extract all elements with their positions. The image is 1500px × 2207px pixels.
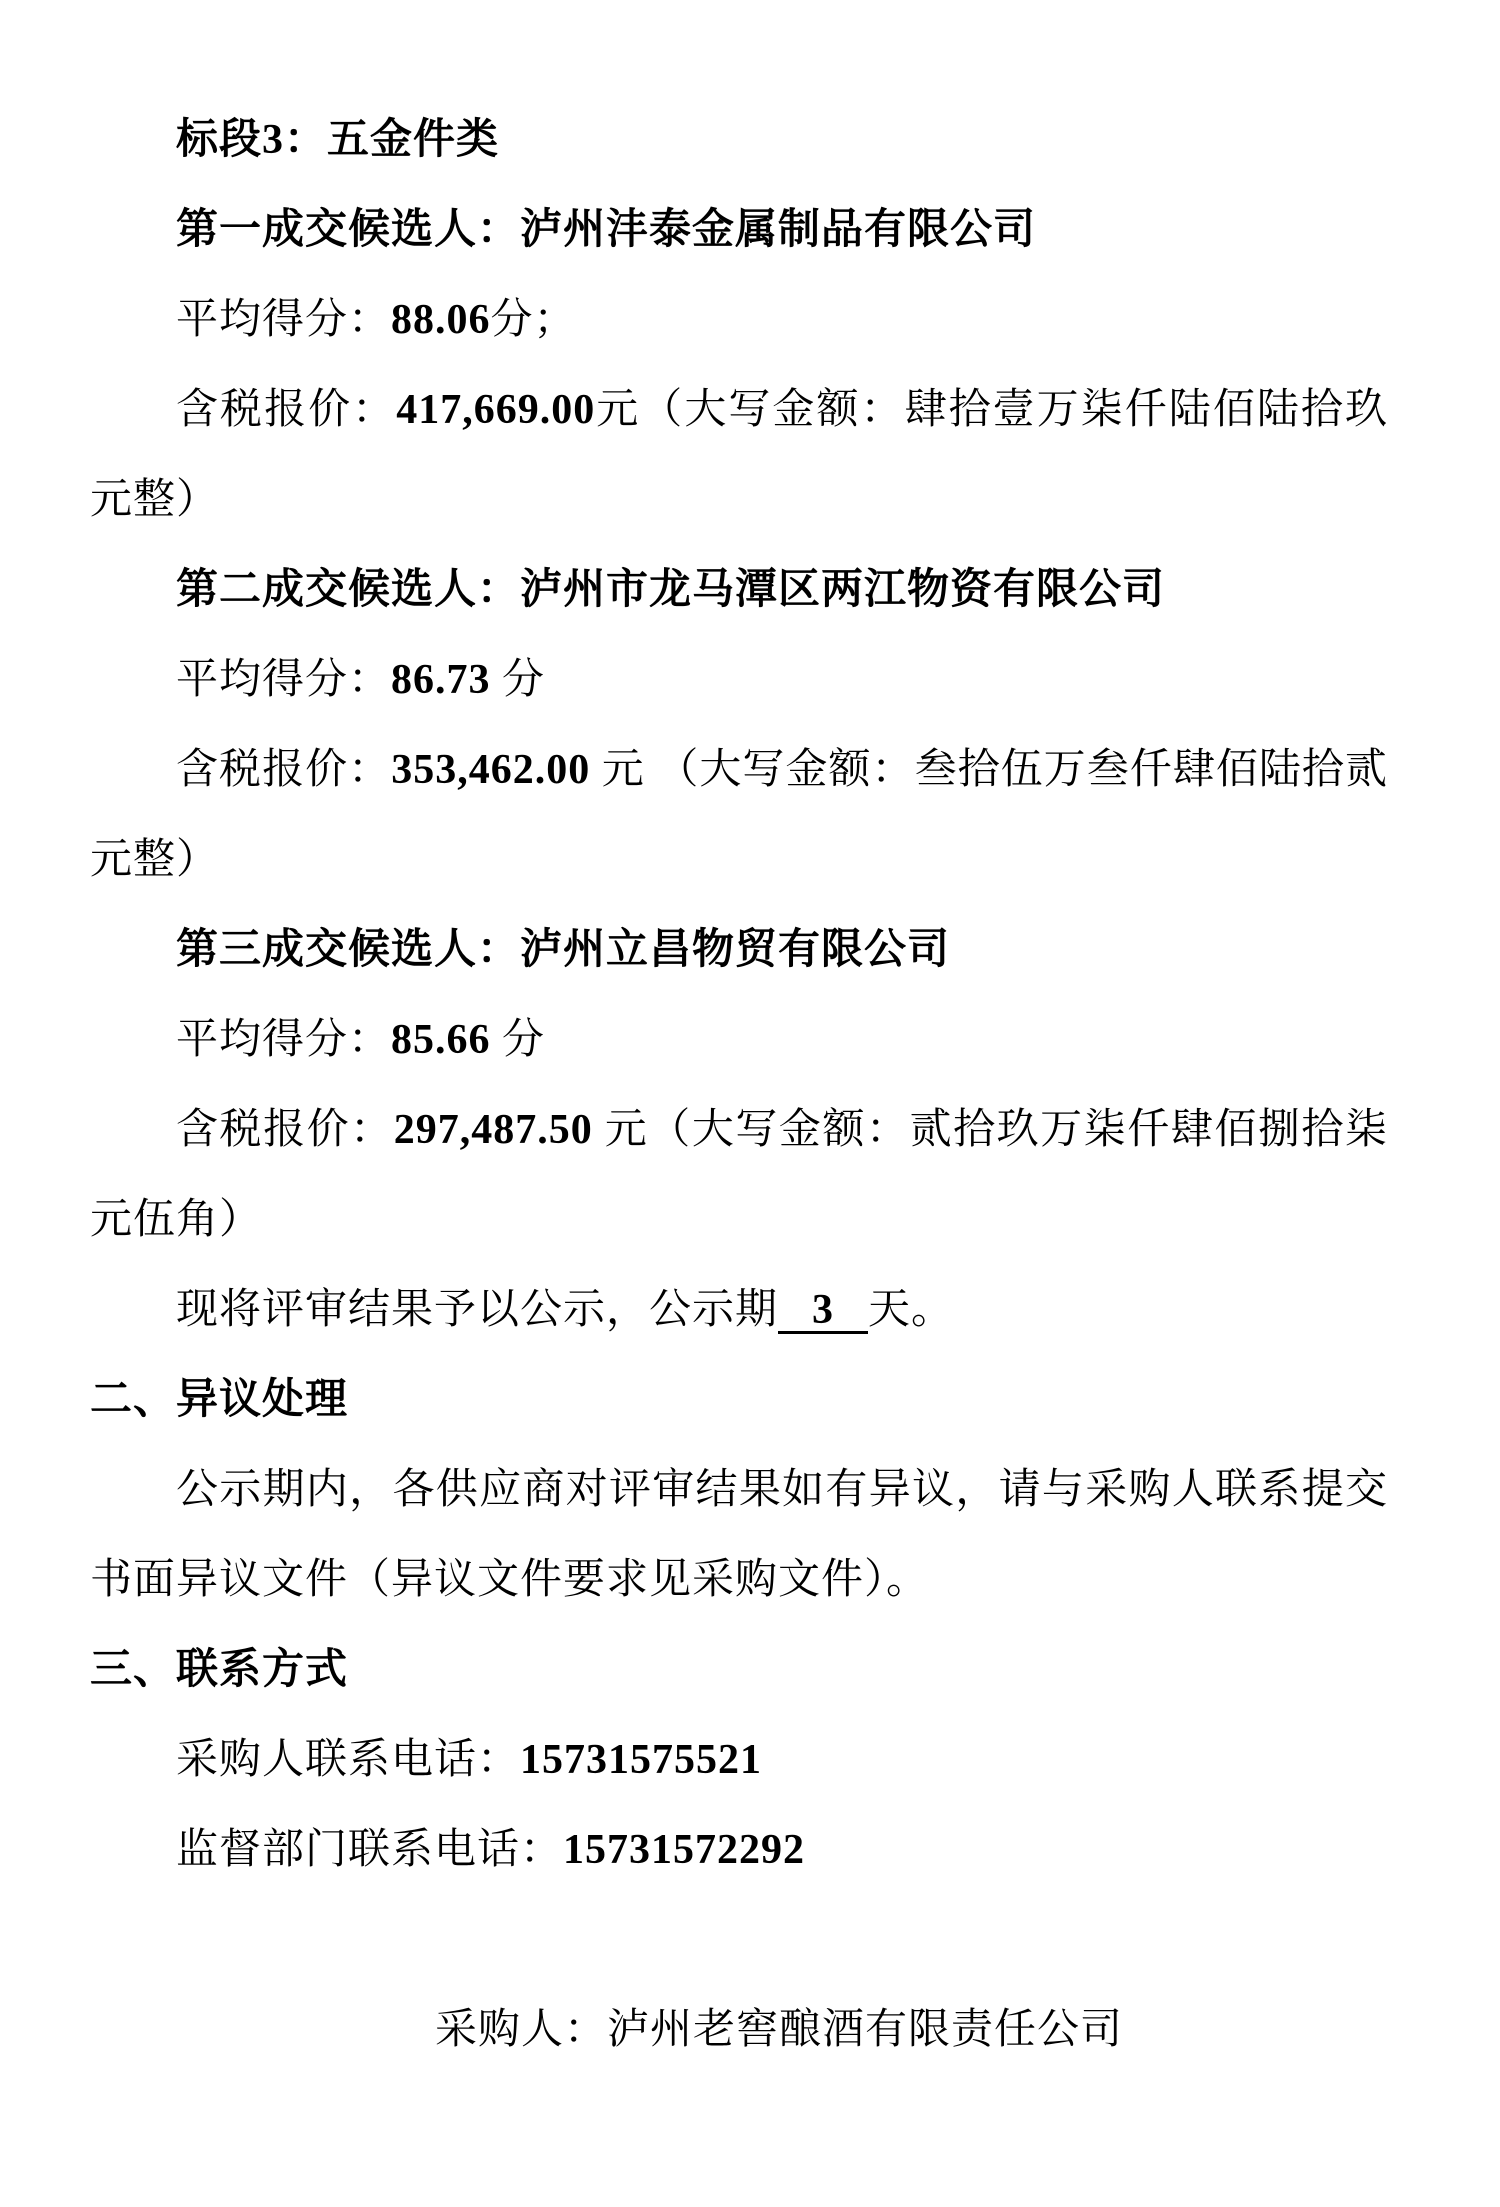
candidate-2-title-text: 第二成交候选人：泸州市龙马潭区两江物资有限公司 [176, 567, 1166, 613]
price-label: 含税报价： [176, 387, 397, 433]
candidate-3-title [90, 905, 1388, 995]
contact-supervisor-line [90, 1805, 1388, 1895]
candidate-2-title [90, 545, 1388, 635]
contact-buyer-label: 采购人联系电话： [176, 1737, 521, 1783]
score-value: 86.73 [391, 657, 491, 703]
price-caps: 叁拾伍万叁仟肆佰陆拾贰元整） [90, 747, 1388, 883]
candidate-3-score [90, 995, 1388, 1085]
price-value: 297,487.50 [393, 1107, 593, 1153]
score-value: 88.06 [391, 297, 491, 343]
score-value: 85.66 [391, 1017, 491, 1063]
lot-title [90, 95, 1388, 185]
price-value: 353,462.00 [391, 747, 591, 793]
objection-body [90, 1445, 1388, 1625]
price-caps: 肆拾壹万柒仟陆佰陆拾玖元整） [90, 387, 1388, 523]
price-label: 含税报价： [176, 747, 392, 793]
objection-body-text: 公示期内，各供应商对评审结果如有异议，请与采购人联系提交书面异议文件（异议文件要求见采购文件）。 [90, 1467, 1388, 1603]
score-suffix: 分 [490, 1017, 546, 1063]
purchaser-signature-text: 采购人：泸州老窖酿酒有限责任公司 [435, 2007, 1124, 2053]
contact-buyer-line [90, 1715, 1388, 1805]
contact-heading [90, 1625, 1388, 1715]
contact-buyer-phone: 15731575521 [520, 1737, 763, 1783]
price-value: 417,669.00 [396, 387, 596, 433]
candidate-2-score [90, 635, 1388, 725]
contact-supervisor-phone: 15731572292 [563, 1827, 806, 1873]
objection-heading [90, 1355, 1388, 1445]
publicity-notice [90, 1265, 1388, 1355]
candidate-1-title-text: 第一成交候选人：泸州沣泰金属制品有限公司 [176, 207, 1037, 253]
score-label: 平均得分： [176, 1017, 392, 1063]
objection-heading-text: 二、异议处理 [90, 1377, 349, 1423]
candidate-2-price [90, 725, 1388, 905]
candidate-3-price [90, 1085, 1388, 1265]
score-suffix: 分； [490, 297, 577, 343]
publicity-suffix: 天。 [868, 1287, 955, 1333]
purchaser-signature [90, 1985, 1388, 2075]
price-caps: 贰拾玖万柒仟肆佰捌拾柒元伍角） [90, 1107, 1388, 1243]
score-suffix: 分 [490, 657, 546, 703]
score-label: 平均得分： [176, 297, 392, 343]
publicity-prefix: 现将评审结果予以公示，公示期 [176, 1287, 779, 1333]
score-label: 平均得分： [176, 657, 392, 703]
candidate-1-title [90, 185, 1388, 275]
candidate-1-price [90, 365, 1388, 545]
candidate-3-title-text: 第三成交候选人：泸州立昌物贸有限公司 [176, 927, 951, 973]
price-unit: 元 （大写金额： [590, 747, 915, 793]
price-unit: 元（大写金额： [592, 1107, 910, 1153]
candidate-1-score [90, 275, 1388, 365]
contact-supervisor-label: 监督部门联系电话： [176, 1827, 564, 1873]
price-label: 含税报价： [176, 1107, 394, 1153]
lot-title-text: 标段3：五金件类 [176, 117, 500, 163]
publicity-days-blank: 3 [778, 1289, 868, 1334]
price-unit: 元（大写金额： [595, 387, 905, 433]
contact-heading-text: 三、联系方式 [90, 1647, 349, 1693]
